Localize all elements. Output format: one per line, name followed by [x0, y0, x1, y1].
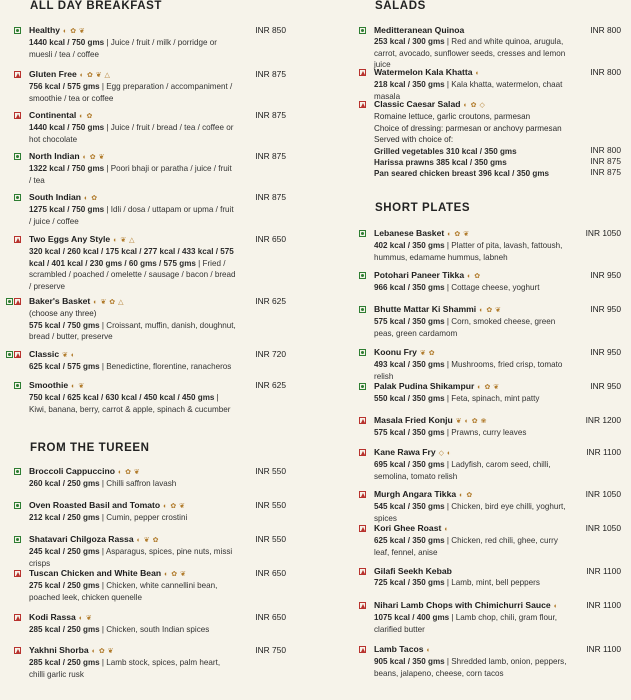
nonveg-icon: [359, 101, 366, 108]
section-title-breakfast: ALL DAY BREAKFAST: [30, 0, 163, 12]
price: INR 875: [590, 156, 621, 166]
menu-item: Meditteranean Quinoa 253 kcal / 300 gms | Red and white quinoa, arugula, carrot, avocado, sunflower seeds, cresses and lemon juice INR 800: [349, 25, 621, 71]
dietary-icons: ◐ ❦: [78, 615, 93, 622]
dietary-icons: ◐ ✿ ❦: [63, 28, 86, 35]
price: INR 750: [255, 645, 286, 655]
dietary-icons: ◐ ✿ ❦: [164, 571, 187, 578]
price: INR 875: [255, 192, 286, 202]
menu-item: Yakhni Shorba ◐ ✿ ❦ 285 kcal / 250 gms | Lamb stock, spices, palm heart, chilli garlic rusk INR 750: [4, 645, 286, 680]
section-title-tureen: FROM THE TUREEN: [30, 442, 150, 454]
veg-icon: [14, 153, 21, 160]
nonveg-icon: [14, 614, 21, 621]
veg-icon: [14, 382, 21, 389]
section-title-short-plates: SHORT PLATES: [375, 202, 471, 214]
dietary-icons: ◐ ✿ ❦ △: [79, 72, 111, 79]
nonveg-icon: [359, 449, 366, 456]
nonveg-icon: [359, 602, 366, 609]
menu-item: Masala Fried Konju ❦ ◐ ✿ ❀ 575 kcal / 350 gms | Prawns, curry leaves INR 1200: [349, 415, 621, 439]
veg-icon: [14, 27, 21, 34]
nonveg-icon: [359, 568, 366, 575]
veg-icon: [6, 298, 13, 305]
price: INR 950: [590, 381, 621, 391]
dietary-icons: ◐ ✿: [79, 113, 93, 120]
price: INR 875: [255, 151, 286, 161]
nonveg-icon: [14, 236, 21, 243]
menu-item: Broccoli Cappuccino ◐ ✿ ❦ 260 kcal / 250 gms | Chilli saffron lavash INR 550: [4, 466, 286, 490]
veg-icon: [14, 194, 21, 201]
menu-item-caesar: Classic Caesar Salad ◐ ✿ ◇ Romaine lettuce, garlic croutons, parmesan Choice of dressing: parmesan or anchovy parmesan Served with choice of: Grilled vegetables 310 kcal / 350 gms Harissa prawns 385 kcal / 350 gms Pan seared chicken breast 396 kcal / 350 gms INR 800 INR 875 INR 875: [349, 99, 621, 180]
veg-icon: [359, 272, 366, 279]
menu-item: Palak Pudina Shikampur ◐ ✿ ❦ 550 kcal / 350 gms | Feta, spinach, mint patty INR 950: [349, 381, 621, 405]
price: INR 1100: [586, 566, 621, 576]
menu-item: Kori Ghee Roast ◐ 625 kcal / 350 gms | Chicken, red chili, ghee, curry leaf, fennel, anise INR 1050: [349, 523, 621, 558]
nonveg-icon: [359, 525, 366, 532]
menu-item: Lebanese Basket ◐ ✿ ❦ 402 kcal / 350 gms | Platter of pita, lavash, fattoush, hummus, edamame hummus, labneh INR 1050: [349, 228, 621, 263]
dietary-icons: ◐: [444, 526, 450, 533]
price: INR 800: [590, 25, 621, 35]
price: INR 1100: [586, 447, 621, 457]
price: INR 720: [255, 349, 286, 359]
dietary-icons: ❦ ✿: [419, 350, 436, 357]
price: INR 950: [590, 347, 621, 357]
menu-item: Baker's Basket ◐ ❦ ✿ △ (choose any three) 575 kcal / 750 gms | Croissant, muffin, danish, doughnut, bread / butter, preserve INR 625: [4, 296, 286, 343]
price: INR 550: [255, 534, 286, 544]
menu-item: Kane Rawa Fry ◇ ◐ 695 kcal / 350 gms | Ladyfish, carom seed, chilli, semolina, tomato relish INR 1100: [349, 447, 621, 482]
price: INR 650: [255, 612, 286, 622]
dietary-icons: ◐ ✿ ❦: [117, 469, 141, 476]
price: INR 625: [255, 296, 286, 306]
veg-icon: [14, 536, 21, 543]
menu-item: Koonu Fry ❦ ✿ 493 kcal / 350 gms | Mushrooms, fried crisp, tomato relish INR 950: [349, 347, 621, 382]
nonveg-icon: [14, 647, 21, 654]
price: INR 550: [255, 500, 286, 510]
price: INR 550: [255, 466, 286, 476]
menu-item: Oven Roasted Basil and Tomato ◐ ✿ ❦ 212 kcal / 250 gms | Cumin, pepper crostini INR 550: [4, 500, 286, 524]
price: INR 650: [255, 234, 286, 244]
section-title-salads: SALADS: [375, 0, 426, 12]
menu-item: Murgh Angara Tikka ◐ ✿ 545 kcal / 350 gms | Chicken, bird eye chilli, yoghurt, spices INR 1050: [349, 489, 621, 524]
price: INR 950: [590, 304, 621, 314]
veg-icon: [359, 27, 366, 34]
veg-icon: [359, 349, 366, 356]
menu-item: North Indian ◐ ✿ ❦ 1322 kcal / 750 gms | Poori bhaji or paratha / juice / fruit / tea INR 875: [4, 151, 286, 186]
menu-item: Shatavari Chilgoza Rassa ◐ ❦ ✿ 245 kcal / 250 gms | Asparagus, spices, pine nuts, missi crisps INR 550: [4, 534, 286, 569]
dietary-icons: ◐ ✿ ❦: [447, 231, 470, 238]
price: INR 1100: [586, 600, 621, 610]
nonveg-icon: [359, 69, 366, 76]
price: INR 850: [255, 25, 286, 35]
nonveg-icon: [14, 351, 21, 358]
veg-icon: [6, 351, 13, 358]
dietary-icons: ◐ ✿ ❦: [82, 154, 105, 161]
dietary-icons: ◐ ✿: [84, 195, 98, 202]
menu-item: Kodi Rassa ◐ ❦ 285 kcal / 250 gms | Chicken, south Indian spices INR 650: [4, 612, 286, 636]
nonveg-icon: [14, 298, 21, 305]
price: INR 875: [590, 167, 621, 178]
dietary-icons: ◐ ✿ ❦: [479, 307, 502, 314]
price: INR 625: [255, 380, 286, 390]
nonveg-icon: [14, 71, 21, 78]
price: INR 1100: [586, 644, 621, 654]
veg-icon: [359, 383, 366, 390]
price: INR 950: [590, 270, 621, 280]
dietary-icons: ◐ ✿ ❦: [163, 503, 186, 510]
menu-item: Healthy ◐ ✿ ❦ 1440 kcal / 750 gms | Juice / fruit / milk / porridge or muesli / tea / coffee INR 850: [4, 25, 286, 60]
dietary-icons: ◐ ❦ ✿ △: [93, 299, 124, 306]
price: INR 800: [590, 67, 621, 77]
dietary-icons: ◐: [426, 647, 432, 654]
dietary-icons: ◐ ✿ ◇: [463, 102, 486, 109]
dietary-icons: ◐ ❦ △: [113, 237, 136, 244]
menu-item: Smoothie ◐ ❦ 750 kcal / 625 kcal / 630 kcal / 450 kcal / 450 gms | Kiwi, banana, berry, carrot & apple, spinach & cucumber INR 625: [4, 380, 286, 415]
nonveg-icon: [359, 491, 366, 498]
dietary-icons: ❦ ◐: [62, 352, 76, 359]
dietary-icons: ◐: [553, 603, 559, 610]
dietary-icons: ◐ ✿: [459, 492, 473, 499]
price: INR 1200: [585, 415, 621, 425]
menu-item: Tuscan Chicken and White Bean ◐ ✿ ❦ 275 kcal / 250 gms | Chicken, white cannellini bean, poached leek, chicken quenelle INR 650: [4, 568, 286, 603]
menu-item: Potohari Paneer Tikka ◐ ✿ 966 kcal / 350 gms | Cottage cheese, yoghurt INR 950: [349, 270, 621, 294]
price: INR 1050: [585, 489, 621, 499]
price: INR 650: [255, 568, 286, 578]
veg-icon: [14, 468, 21, 475]
menu-item: Nihari Lamb Chops with Chimichurri Sauce ◐ 1075 kcal / 400 gms | Lamb chop, chili, gram flour, clarified butter INR 1100: [349, 600, 621, 635]
menu-item: Gilafi Seekh Kebab 725 kcal / 350 gms | Lamb, mint, bell peppers INR 1100: [349, 566, 621, 589]
veg-icon: [14, 502, 21, 509]
menu-item: Two Eggs Any Style ◐ ❦ △ 320 kcal / 260 kcal / 175 kcal / 277 kcal / 433 kcal / 575 kcal / 401 kcal / 230 gms / 60 gms / 575 gms | Fried / scrambled / poached / omelette / sausage / bacon / bread / preserve INR 650: [4, 234, 286, 292]
dietary-icons: ◇ ◐: [438, 450, 452, 457]
nonveg-icon: [14, 570, 21, 577]
menu-item: Gluten Free ◐ ✿ ❦ △ 756 kcal / 575 gms | Egg preparation / accompaniment / smoothie / tea or coffee INR 875: [4, 69, 286, 104]
dietary-icons: ◐ ✿ ❦: [91, 648, 115, 655]
nonveg-icon: [359, 646, 366, 653]
price: INR 1050: [585, 228, 621, 238]
menu-item: Classic ❦ ◐ 625 kcal / 575 gms | Benedictine, florentine, ranacheros INR 720: [4, 349, 286, 373]
price: INR 800: [590, 144, 621, 155]
nonveg-icon: [14, 112, 21, 119]
price: INR 875: [255, 110, 286, 120]
menu-item: Lamb Tacos ◐ 905 kcal / 350 gms | Shredded lamb, onion, peppers, beans, jalapeno, cheese, corn tacos INR 1100: [349, 644, 621, 679]
veg-icon: [359, 230, 366, 237]
price: INR 1050: [585, 523, 621, 533]
dietary-icons: ◐ ✿ ❦: [477, 384, 500, 391]
menu-item: Bhutte Mattar Ki Shammi ◐ ✿ ❦ 575 kcal / 350 gms | Corn, smoked cheese, green peas, green cardamom INR 950: [349, 304, 621, 339]
price: INR 875: [255, 69, 286, 79]
dietary-icons: ❦ ◐ ✿ ❀: [455, 418, 487, 425]
dietary-icons: ◐: [475, 70, 481, 77]
dietary-icons: ◐ ❦: [71, 383, 85, 390]
dietary-icons: ◐ ✿: [467, 273, 481, 280]
nonveg-icon: [359, 417, 366, 424]
menu-item: Continental ◐ ✿ 1440 kcal / 750 gms | Juice / fruit / bread / tea / coffee or hot chocolate INR 875: [4, 110, 286, 145]
dietary-icons: ◐ ❦ ✿: [136, 537, 159, 544]
menu-item: South Indian ◐ ✿ 1275 kcal / 750 gms | Idli / dosa / uttapam or upma / fruit / juice / coffee INR 875: [4, 192, 286, 227]
veg-icon: [359, 306, 366, 313]
menu-item: Watermelon Kala Khatta ◐ 218 kcal / 350 gms | Kala khatta, watermelon, chaat masala INR 800: [349, 67, 621, 102]
